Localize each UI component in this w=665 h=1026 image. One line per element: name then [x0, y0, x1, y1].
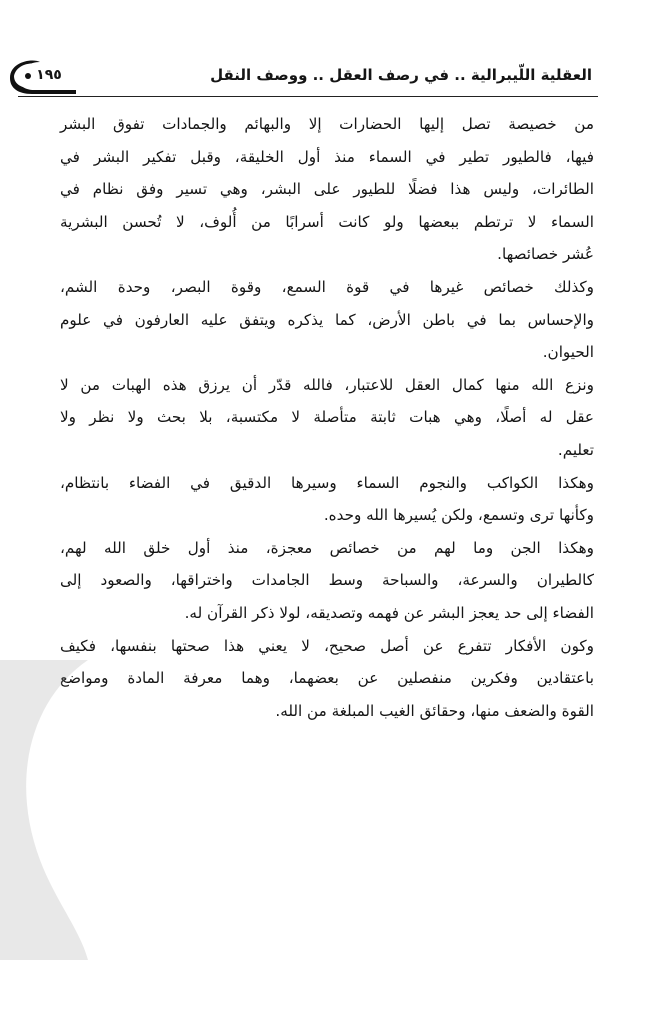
text-line: وهكذا الكواكب والنجوم السماء وسيرها الدقيق في الفضاء بانتظام، — [60, 473, 594, 492]
text-line: من خصيصة تصل إليها الحضارات إلا والبهائم والجمادات تفوق البشر — [60, 115, 594, 133]
text-line: وكأنها ترى وتسمع، ولكن يُسيرها الله وحده. — [323, 506, 594, 525]
paragraph — [60, 369, 594, 467]
text-line: وهكذا الجن وما لهم من خصائص معجزة، منذ أول خلق الله لهم، — [60, 538, 594, 557]
background-ornament — [0, 660, 90, 960]
paragraph — [60, 108, 594, 271]
page-number-badge — [6, 52, 80, 96]
page-number: ١٩٥ — [36, 67, 62, 83]
text-line: الطائرات، وليس هذا فضلًا للطيور على البشر، وهي تسير وفق نظام في — [60, 180, 594, 199]
header-divider — [18, 96, 598, 97]
text-line: الفضاء إلى حد يعجز البشر عن فهمه وتصديقه، لولا ذكر القرآن له. — [184, 603, 594, 622]
text-line: والإحساس بما في باطن الأرض، كما يذكره ويتفق عليه العارفون في علوم — [60, 310, 594, 329]
paragraph — [60, 271, 594, 369]
text-line: عُشر خصائصها. — [497, 245, 594, 264]
text-line: ونزع الله منها كمال العقل للاعتبار، فالله قدّر أن يرزق هذه الهبات من لا — [60, 375, 594, 394]
text-line: وكذلك خصائص غيرها في قوة السمع، وقوة البصر، وحدة الشم، — [60, 277, 594, 296]
text-line: وكون الأفكار تتفرع عن أصل صحيح، لا يعني هذا صحتها بنفسها، فكيف — [60, 636, 594, 655]
text-line: كالطيران والسرعة، والسباحة وسط الجامدات واختراقها، والصعود إلى — [60, 571, 594, 590]
text-line: فيها، فالطيور تطير في السماء منذ أول الخليقة، وقبل تفكير البشر في — [60, 147, 594, 166]
running-header — [6, 52, 600, 96]
page-body — [60, 108, 594, 727]
paragraph — [60, 532, 594, 630]
paragraph — [60, 467, 594, 532]
text-line: الحيوان. — [542, 343, 594, 362]
text-line: تعليم. — [557, 440, 594, 459]
header-title: العقلية اللّيبرالية .. في رصف العقل .. ووصف النقل — [210, 66, 592, 84]
text-line: عقل له أصلًا، وهي هبات ثابتة متأصلة لا مكتسبة، بلا بحث ولا نظر ولا — [60, 408, 594, 427]
text-line: القوة والضعف منها، وحقائق الغيب المبلغة من الله. — [275, 701, 594, 720]
text-line: باعتقادين وفكرين منفصلين عن بعضهما، وهما معرفة المادة ومواضع — [60, 669, 594, 688]
paragraph — [60, 630, 594, 728]
text-line: السماء لا ترتطم ببعضها ولو كانت أسرابًا من أُلوف، لا تُحسن البشرية — [60, 212, 594, 231]
